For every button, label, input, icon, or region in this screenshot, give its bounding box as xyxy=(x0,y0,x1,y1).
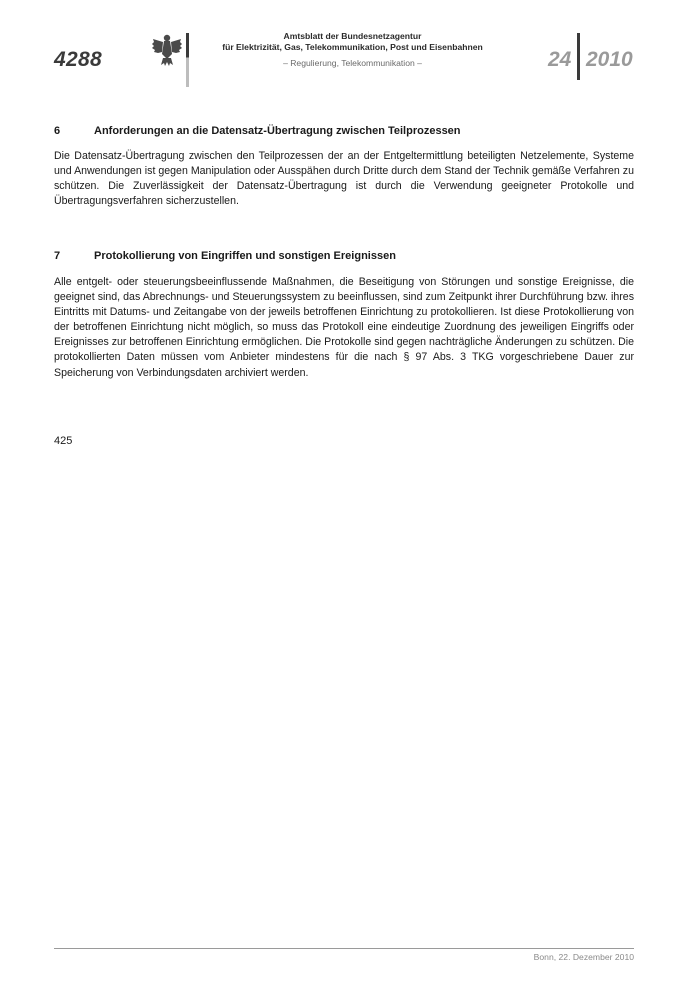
page-number: 4288 xyxy=(54,48,102,71)
footer-place-date: Bonn, 22. Dezember 2010 xyxy=(533,952,634,962)
section-7-body: Alle entgelt- oder steuerungsbeeinflussende Maßnahmen, die Beseitigung von Störungen und sonstige Ereignisse, die geeignet sind, das Abrechnungs- und Steuerungssystem zu beeinflussen, sind zum Zeitpunkt ihrer Durchführung bzw. ihres Eintritts mit Datums- und Zeitangabe von der jeweils betroffenen Einrichtung zu protokollieren. Ist diese Protokollierung von der betroffenen Einrichtung nicht möglich, so muss das Protokoll eine eindeutige Zuordnung des jeweiligen Eingriffs oder Ereignisses zur betroffenen Einrichtung ermöglichen. Die Protokolle sind gegen nachträgliche Änderungen zu schützen. Die protokollierten Daten müssen vom Anbieter mindestens für die nach § 97 Abs. 3 TKG vorgeschriebene Dauer zur Speicherung von Verbindungsdaten archiviert werden. xyxy=(54,276,634,379)
publication-title-line-2: für Elektrizität, Gas, Telekommunikation, Post und Eisenbahnen xyxy=(222,41,483,52)
federal-eagle-icon xyxy=(151,32,183,68)
footer-divider xyxy=(54,948,634,949)
section-6-number: 6 xyxy=(54,125,61,137)
section-7-number: 7 xyxy=(54,250,61,262)
section-7-heading xyxy=(54,250,396,262)
section-6-body: Die Datensatz-Übertragung zwischen den Teilprozessen der an der Entgeltermittlung beteiligten Netzelemente, Systeme und Anwendungen ist gegen Manipulation oder Ausspähen durch Dritte durch dem Stand der Technik gemäße Verfahren zu schützen. Die Zuverlässigkeit der Datensatz-Übertragung ist durch die Verwendung geeigneter Protokolle und Übertragungsverfahren sicherzustellen. xyxy=(54,150,634,208)
section-6-heading xyxy=(54,125,461,137)
section-6-title: Anforderungen an die Datensatz-Übertragung zwischen Teilprozessen xyxy=(94,125,461,137)
issue-number: 24 xyxy=(548,48,572,71)
folio-number: 425 xyxy=(54,435,73,447)
publication-title xyxy=(200,31,505,52)
publication-subtitle: – Regulierung, Telekommunikation – xyxy=(283,58,422,68)
header-divider xyxy=(186,33,189,87)
publication-title-line-1: Amtsblatt der Bundesnetzagentur xyxy=(283,31,422,41)
section-7-title: Protokollierung von Eingriffen und sonstigen Ereignissen xyxy=(94,250,396,262)
issue-divider xyxy=(577,33,580,80)
issue-year: 2010 xyxy=(586,48,633,71)
